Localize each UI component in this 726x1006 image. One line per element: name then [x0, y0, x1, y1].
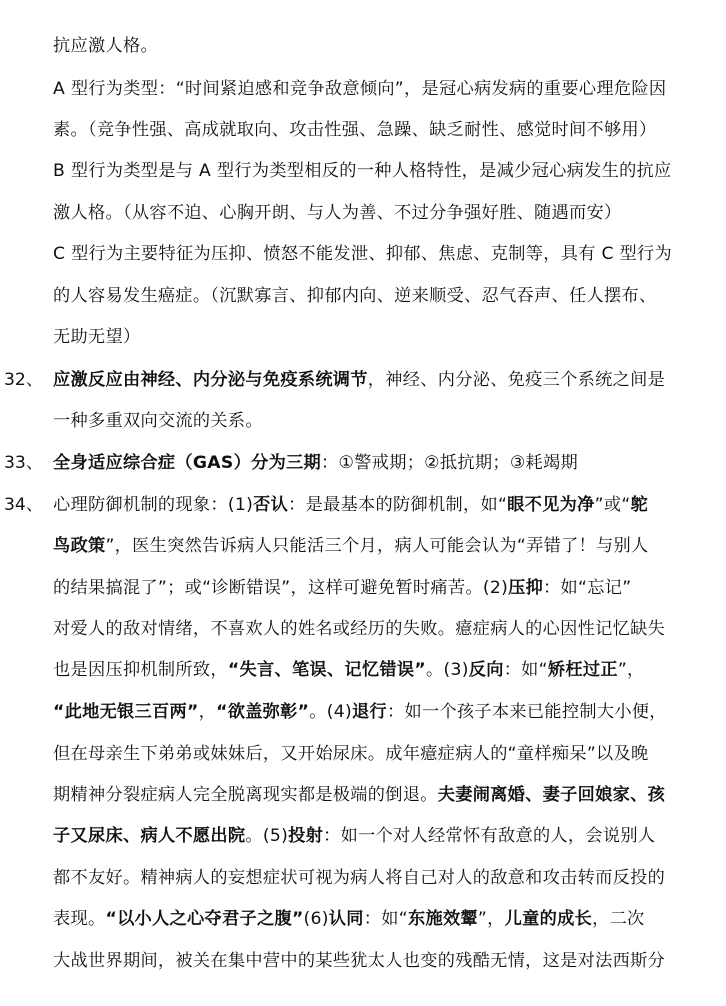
text-line: 抗应激人格。: [53, 36, 158, 56]
bold-text: 退行: [352, 702, 387, 722]
bold-text: 全身适应综合症（GAS）分为三期: [53, 453, 322, 473]
text-line: 激人格。（从容不迫、心胸开朗、与人为善、不过分争强好胜、随遇而安）: [53, 203, 622, 223]
bold-text: 眼不见为净: [507, 495, 595, 515]
item-34-line-2: [53, 535, 649, 557]
text-span: 。(3): [425, 660, 469, 680]
item-34-line-9: [53, 825, 655, 847]
text-span: ：如“忘记”: [543, 578, 632, 598]
text-span: ”，: [477, 909, 505, 929]
text-line: C 型行为主要特征为压抑、愤怒不能发泄、抑郁、焦虑、克制等，具有 C 型行为: [53, 244, 672, 264]
bold-text: 子又尿床、病人不愿出院: [53, 826, 246, 846]
text-span: ，二次: [592, 909, 645, 929]
item-34-line-12: [53, 950, 665, 972]
text-span: 心理防御机制的现象：(1): [53, 495, 254, 515]
text-span: 大战世界期间，被关在集中营中的某些犹太人也变的残酷无情，这是对法西斯分: [53, 951, 666, 971]
item-34-line-11: [53, 908, 645, 930]
text-span: 的结果搞混了”；或“诊断错误”，这样可避免暂时痛苦。(2): [53, 578, 509, 598]
text-span: ：如一个孩子本来已能控制大小便，: [386, 702, 667, 722]
item-34-line-7: [53, 743, 649, 765]
bold-text: “欲盖弥彰”: [216, 702, 310, 722]
bold-text: “以小人之心夺君子之腹”: [105, 909, 304, 929]
item-34-line-3: [53, 577, 631, 599]
item-33-line-1: [53, 452, 578, 474]
item-32-line-1: [53, 369, 665, 391]
text-line: A 型行为类型：“时间紧迫感和竞争敌意倾向”，是冠心病发病的重要心理危险因: [53, 79, 667, 99]
item-34-line-1: [53, 494, 648, 516]
bold-text: 鸵: [630, 495, 649, 515]
bold-text: 东施效颦: [407, 909, 478, 929]
bold-text: 压抑: [508, 578, 544, 598]
bold-text: 儿童的成长: [504, 909, 593, 929]
bold-text: 夫妻闹离婚、妻子回娘家、孩: [437, 785, 666, 805]
bold-text: 鸟政策: [53, 536, 106, 556]
text-span: ”或“: [594, 495, 631, 515]
bold-text: “失言、笔误、记忆错误”: [227, 660, 426, 680]
text-span: 也是因压抑机制所致，: [53, 660, 228, 680]
item-34-line-6: [53, 701, 667, 723]
item-number-34: 34、: [4, 495, 44, 515]
item-34-line-4: [53, 618, 665, 640]
text-span: ：是最基本的防御机制，如“: [288, 495, 508, 515]
item-number-32: 32、: [4, 370, 44, 390]
bold-text: “此地无银三百两”: [53, 702, 199, 722]
text-span: ，神经、内分泌、免疫三个系统之间是: [367, 370, 666, 390]
item-34-line-5: [53, 659, 645, 681]
text-span: 期精神分裂症病人完全脱离现实都是极端的倒退。: [53, 785, 438, 805]
text-span: ：①警戒期；②抵抗期；③耗竭期: [321, 453, 579, 473]
bold-text: 认同: [328, 909, 364, 929]
bold-text: 矫枉过正: [547, 660, 618, 680]
item-32-line-2: 一种多重双向交流的关系。: [53, 411, 263, 431]
text-line: 的人容易发生癌症。（沉默寡言、抑郁内向、逆来顺受、忍气吞声、任人摆布、: [53, 286, 657, 306]
text-span: 对爱人的敌对情绪，不喜欢人的姓名或经历的失败。癔症病人的心因性记忆缺失: [53, 619, 666, 639]
text-span: 但在母亲生下弟弟或妹妹后，又开始尿床。成年癔症病人的“童样痴呆”以及晚: [53, 744, 649, 764]
text-span: 。(5): [245, 826, 289, 846]
text-span: ”，医生突然告诉病人只能活三个月，病人可能会认为“弄错了！与别人: [105, 536, 649, 556]
item-34-line-10: [53, 867, 665, 889]
text-span: ，: [198, 702, 217, 722]
text-span: (6): [303, 909, 329, 929]
bold-text: 反向: [468, 660, 504, 680]
text-span: ：如一个对人经常怀有敌意的人，会说别人: [323, 826, 656, 846]
text-span: 都不友好。精神病人的妄想症状可视为病人将自己对人的敌意和攻击转而反投的: [53, 868, 666, 888]
bold-text: 投射: [288, 826, 324, 846]
text-line: B 型行为类型是与 A 型行为类型相反的一种人格特性，是减少冠心病发生的抗应: [53, 161, 672, 181]
text-span: 表现。: [53, 909, 106, 929]
item-34-line-8: [53, 784, 665, 806]
text-line: 无助无望）: [53, 327, 141, 347]
bold-text: 否认: [253, 495, 289, 515]
text-line: 素。（竞争性强、高成就取向、攻击性强、急躁、缺乏耐性、感觉时间不够用）: [53, 120, 657, 140]
text-span: ：如“: [503, 660, 548, 680]
item-number-33: 33、: [4, 453, 44, 473]
text-span: 。(4): [309, 702, 352, 722]
bold-text: 应激反应由神经、内分泌与免疫系统调节: [53, 370, 368, 390]
text-span: ：如“: [363, 909, 408, 929]
text-span: ”，: [617, 660, 645, 680]
